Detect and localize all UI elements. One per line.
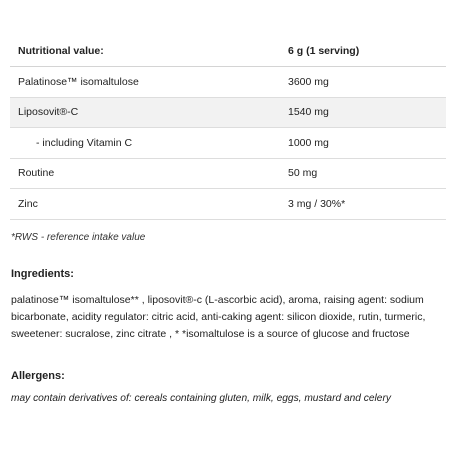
nutrition-table [10, 36, 446, 220]
nutrient-amount: 3 mg / 30%* [288, 189, 446, 220]
table-row [10, 97, 446, 128]
header-serving: 6 g (1 serving) [288, 36, 446, 67]
nutrient-name: Routine [10, 158, 288, 189]
nutrient-amount: 3600 mg [288, 67, 446, 98]
nutrient-name: - including Vitamin C [10, 128, 288, 159]
allergens-heading: Allergens: [11, 370, 65, 382]
nutrient-amount: 1540 mg [288, 97, 446, 128]
table-header-row [10, 36, 446, 67]
header-nutritional-value: Nutritional value: [10, 36, 288, 67]
table-row [10, 67, 446, 98]
nutrient-amount: 1000 mg [288, 128, 446, 159]
ingredients-text: palatinose™ isomaltulose** , liposovit®-c (L-ascorbic acid), aroma, raising agent: sodium bicarbonate, acidity regulator: citric acid, anti-caking agent: silicon dioxide, rutin, turmeric, sweetener: sucralose, zinc citrate , * *isomaltulose is a source of glucose and fructose [11, 294, 426, 340]
reference-intake-note: *RWS - reference intake value [11, 232, 146, 243]
nutrient-name: Zinc [10, 189, 288, 220]
allergens-text: may contain derivatives of: cereals containing gluten, milk, eggs, mustard and celery [11, 393, 391, 404]
ingredients-heading: Ingredients: [11, 268, 74, 280]
table-row [10, 128, 446, 159]
nutrient-name: Palatinose™ isomaltulose [10, 67, 288, 98]
nutrient-amount: 50 mg [288, 158, 446, 189]
nutrient-name: Liposovit®-C [10, 97, 288, 128]
table-row [10, 158, 446, 189]
table-row [10, 189, 446, 220]
